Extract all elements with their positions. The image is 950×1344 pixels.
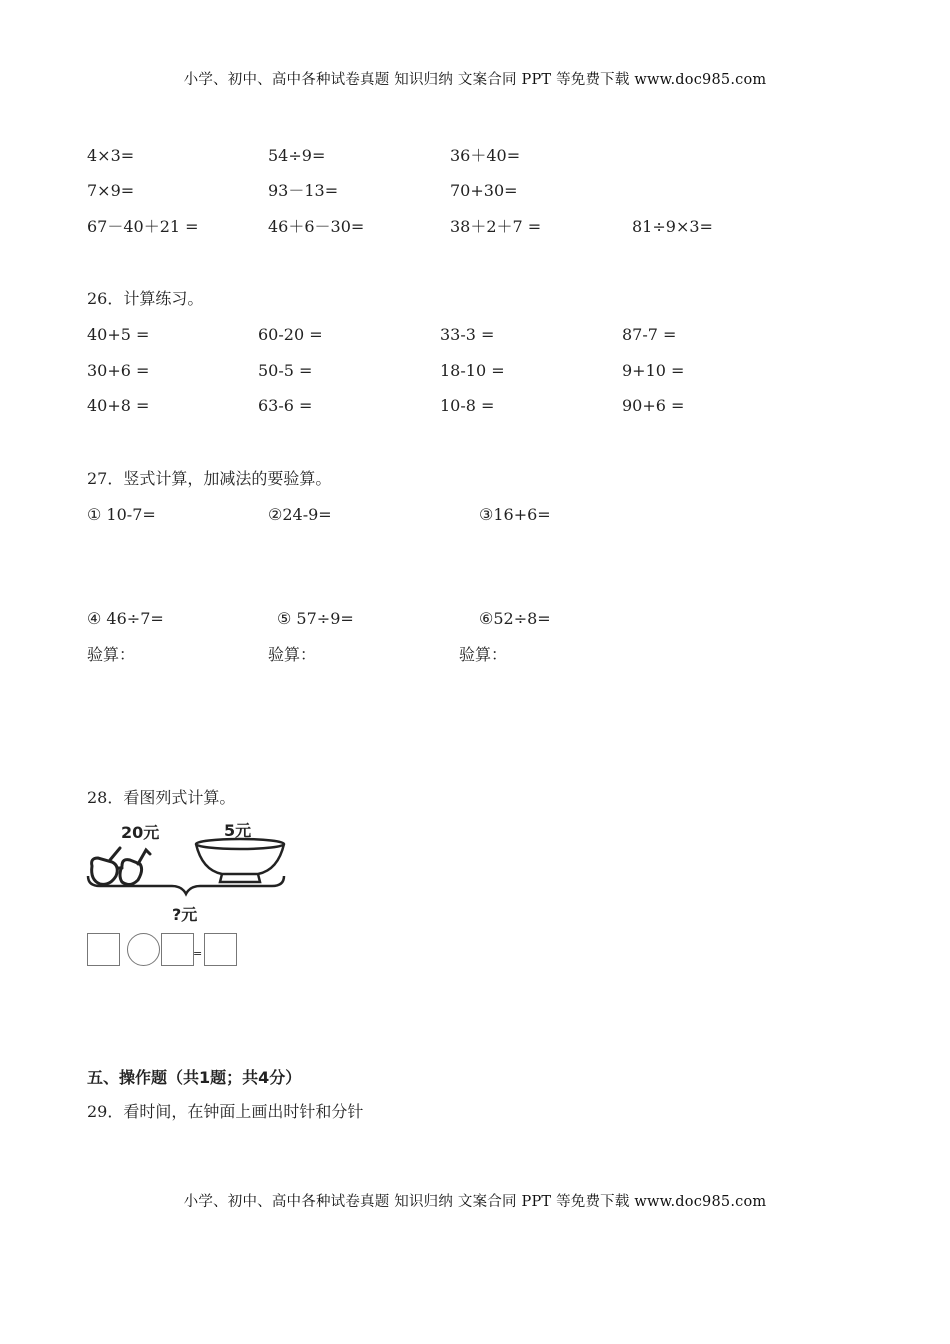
q27-check-3: 验算： <box>459 645 508 664</box>
answer-box-3[interactable] <box>204 933 237 966</box>
q28-title: 28．看图列式计算。 <box>87 788 236 807</box>
equals-sign: = <box>193 947 203 960</box>
q25-r1-c2: 54÷9= <box>268 146 326 165</box>
q26-title: 26．计算练习。 <box>87 289 204 308</box>
q27-item-3: ③16+6= <box>479 505 551 524</box>
total-label: ?元 <box>172 905 198 924</box>
q25-r3-c2: 46＋6－30= <box>268 217 365 236</box>
q26-r3-c3: 10-8 = <box>440 396 495 415</box>
q25-r2-c3: 70+30= <box>450 181 518 200</box>
q26-r1-c2: 60-20 = <box>258 325 323 344</box>
page-footer: 小学、初中、高中各种试卷真题 知识归纳 文案合同 PPT 等免费下载 www.doc985.com <box>183 1194 767 1210</box>
q26-r2-c3: 18-10 = <box>440 361 505 380</box>
q25-r1-c3: 36＋40= <box>450 146 521 165</box>
page-header: 小学、初中、高中各种试卷真题 知识归纳 文案合同 PPT 等免费下载 www.doc985.com <box>183 72 767 88</box>
q25-r3-c3: 38＋2＋7 = <box>450 217 542 236</box>
q27-item-1: ① 10-7= <box>87 505 156 524</box>
q27-item-5: ⑤ 57÷9= <box>277 609 354 628</box>
q27-check-2: 验算： <box>268 645 317 664</box>
q29-text: 29．看时间，在钟面上画出时针和分针 <box>87 1102 364 1121</box>
total-brace <box>88 876 284 894</box>
answer-box-2[interactable] <box>161 933 194 966</box>
q25-r3-c1: 67－40＋21 = <box>87 217 199 236</box>
q26-r3-c2: 63-6 = <box>258 396 313 415</box>
q26-r1-c4: 87-7 = <box>622 325 677 344</box>
q25-r2-c1: 7×9= <box>87 181 135 200</box>
q26-r1-c3: 33-3 = <box>440 325 495 344</box>
q25-r3-c4: 81÷9×3= <box>632 217 713 236</box>
q26-r3-c4: 90+6 = <box>622 396 685 415</box>
q26-r1-c1: 40+5 = <box>87 325 150 344</box>
q25-r2-c2: 93－13= <box>268 181 339 200</box>
q26-r2-c1: 30+6 = <box>87 361 150 380</box>
answer-box-1[interactable] <box>87 933 120 966</box>
q26-r2-c4: 9+10 = <box>622 361 685 380</box>
q27-title: 27．竖式计算，加减法的要验算。 <box>87 469 332 488</box>
section-5-title: 五、操作题（共1题；共4分） <box>87 1068 302 1087</box>
glasses-price: 20元 <box>121 823 160 842</box>
q27-check-1: 验算： <box>87 645 136 664</box>
q28-figure <box>82 830 292 910</box>
q26-r3-c1: 40+8 = <box>87 396 150 415</box>
bowl-price: 5元 <box>224 821 252 840</box>
q27-item-6: ⑥52÷8= <box>479 609 551 628</box>
q25-r1-c1: 4×3= <box>87 146 135 165</box>
glasses-icon <box>92 848 150 885</box>
q27-item-4: ④ 46÷7= <box>87 609 164 628</box>
bowl-icon <box>196 839 284 882</box>
q27-item-2: ②24-9= <box>268 505 332 524</box>
operator-circle[interactable] <box>127 933 160 966</box>
q26-r2-c2: 50-5 = <box>258 361 313 380</box>
